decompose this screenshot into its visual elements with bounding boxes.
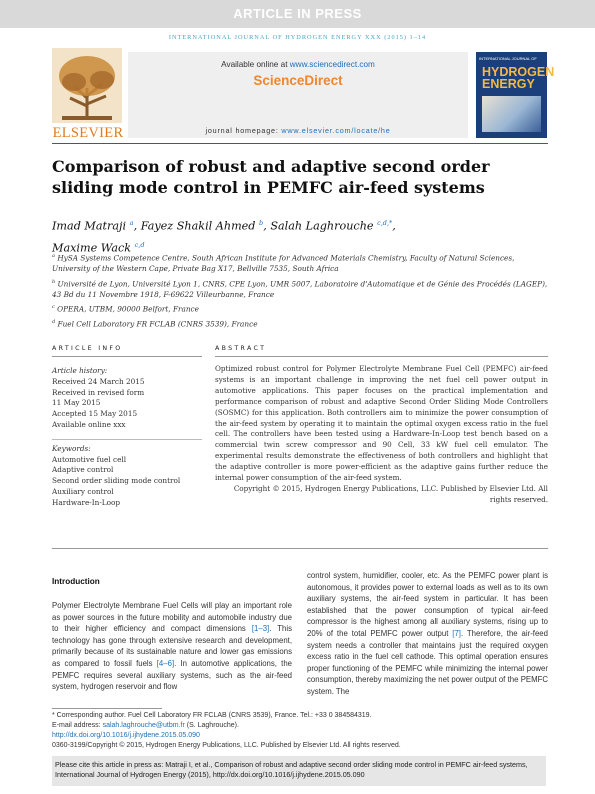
journal-running-header: INTERNATIONAL JOURNAL OF HYDROGEN ENERGY XXX (2015) 1–14 (168, 34, 427, 41)
article-info-heading: ARTICLE INFO (52, 345, 123, 352)
cover-artwork (482, 96, 541, 132)
citation-link[interactable]: [7] (452, 628, 461, 638)
keyword-item: Second order sliding mode control (52, 476, 181, 486)
available-online-line (128, 60, 468, 69)
article-title (52, 156, 552, 198)
author-affiliation-mark[interactable]: b (259, 219, 264, 227)
author-name[interactable]: Maxime Wack (52, 241, 132, 255)
affiliation-item: $^c$ OPERA, UTBM, 90000 Belfort, France (52, 304, 199, 314)
author-affiliation-mark[interactable]: c,d,* (377, 219, 393, 227)
author-name[interactable]: Imad Matraji (52, 219, 127, 233)
header-rule (52, 143, 548, 144)
article-info-rule (52, 356, 202, 357)
available-prefix: Available online at (221, 60, 290, 69)
affiliations (52, 251, 552, 331)
affiliation-item: $^a$ HySA Systems Competence Centre, South African Institute for Advanced Materials Chemistry, Faculty of Natural Sciences, University of the Western Cape, Private Bag X17, Bellville 7535, South Africa (52, 253, 515, 274)
abstract-heading: ABSTRACT (215, 345, 267, 352)
article-title-line1: Comparison of robust and adaptive second order (52, 157, 490, 176)
author-affiliation-mark[interactable]: a (129, 219, 134, 227)
introduction-heading: Introduction (52, 577, 100, 586)
abstract-copyright: Copyright © 2015, Hydrogen Energy Publications, LLC. Published by Elsevier Ltd. All rights reserved. (233, 483, 548, 504)
issn-copyright: 0360-3199/Copyright © 2015, Hydrogen Energy Publications, LLC. Published by Elsevier Ltd. All rights reserved. (52, 742, 401, 749)
citation-notice: Please cite this article in press as: Matraji I, et al., Comparison of robust and adaptive second order sliding mode control in PEMFC air-feed systems, International Journal of Hydrogen Energy (2015), http://dx.doi.org/10.1016/j.ijhydene.2015.05.090 (52, 756, 546, 786)
article-info (52, 366, 202, 509)
citation-link[interactable]: [1–3] (251, 624, 270, 634)
journal-homepage-line (128, 126, 468, 135)
keyword-item: Adaptive control (52, 465, 114, 475)
footnotes (52, 711, 552, 751)
doi-link[interactable]: http://dx.doi.org/10.1016/j.ijhydene.2015.05.090 (52, 732, 200, 739)
author-name[interactable]: Fayez Shakil Ahmed (140, 219, 256, 233)
intro-left-column: Polymer Electrolyte Membrane Fuel Cells will play an important role as power sources in the future mobility and automobile industry due to their higher efficiency and compact dimensions [1–3]. This technology has gone through extensive research and development, primarily because of its sustainable nature and lower gas emissions as compared to fossil fuels [4–6]. In automotive applications, the PEMFC requires several auxiliary systems, such as the air-feed system, hydrogen reservoir and flow (52, 601, 293, 692)
email-link[interactable]: salah.laghrouche@utbm.fr (102, 722, 185, 729)
history-item: Received 24 March 2015 (52, 376, 145, 386)
author-list: Imad Matraji $^a$, Fayez Shakil Ahmed $^b$, Salah Laghrouche $^{c,d,*}$, Maxime Wack $^{c,d}$ (52, 219, 396, 255)
abstract-body (215, 364, 548, 506)
abstract-text: Optimized robust control for Polymer Electrolyte Membrane Fuel Cell (PEMFC) air-feed systems is an important challenge in improving the net fuel cell power output in automotive applications. This paper focuses on the practical implementation and performance comparison of robust and adaptive Second Order Sliding Mode Controllers (SOSMC) for this application. Both controllers aim to minimize the power consumption of the air-feed system by operating it to maintain the optimal oxygen excess ratio in the fuel cell. The controllers have been tested using a Hardware-In-Loop test bench based on a commercial twin screw compressor and 90 Cell, 33 kW fuel cell emulator. The experimental results demonstrate the effectiveness of both controllers and highlight that the adaptive controller is more power-efficient as the adaptive gains further reduce the internal power consumption of the air-feed system. (215, 364, 548, 483)
info-divider (52, 431, 202, 440)
cover-title-line2: ENERGY (482, 77, 535, 91)
history-label: Article history: (52, 366, 108, 375)
abstract-bottom-rule (52, 548, 548, 549)
history-item: Available online xxx (52, 419, 126, 429)
keywords-label: Keywords: (52, 443, 91, 453)
article-title-line2: sliding mode control in PEMFC air-feed systems (52, 178, 485, 197)
footnote-rule (52, 708, 162, 709)
history-item: Received in revised form (52, 387, 145, 397)
keyword-item: Hardware-In-Loop (52, 497, 121, 507)
abstract-rule (215, 356, 548, 357)
intro-right-column: control system, humidifier, cooler, etc. As the PEMFC power plant is autonomous, it provides power to external loads as well as to its own auxiliary systems, the air-feed system in particular. It has been established that the power consumption of typical air-feed compressor is the highest among all auxiliary systems, rising up to 20% of the total PEMFC power output [7]. Therefore, the air-feed system needs a controller that maintains just the required oxygen excess ratio in the fuel cell cathode. This optimal operation ensures proper functioning of the PEMFC while minimizing the internal power consumption, thereby maximizing the net power output of the PEMFC system. The (307, 571, 548, 696)
homepage-prefix: journal homepage: (205, 126, 282, 135)
citation-link[interactable]: [4–6] (156, 658, 175, 668)
sciencedirect-link[interactable]: www.sciencedirect.com (289, 60, 375, 69)
history-item: 11 May 2015 (52, 398, 101, 408)
journal-cover-image (476, 52, 555, 138)
journal-homepage-link[interactable]: www.elsevier.com/locate/he (281, 126, 391, 135)
publisher-name: ELSEVIER (52, 125, 124, 141)
keyword-item: Automotive fuel cell (52, 454, 127, 464)
corresponding-author-note: * Corresponding author. Fuel Cell Laboratory FR FCLAB (CNRS 3539), France. Tel.: +33 0 384584319. (52, 712, 372, 719)
affiliation-item: $^b$ Université de Lyon, Université Lyon 1, CNRS, CPE Lyon, UMR 5007, Laboratoire d'Automatique et de Génie des Procédés (LAGEP), 43 Bd du 11 Novembre 1918, F-69622 Villeurbanne, France (52, 278, 548, 299)
author-name[interactable]: Salah Laghrouche (270, 219, 374, 233)
sciencedirect-logo-text: ScienceDirect (253, 73, 343, 88)
keyword-item: Auxiliary control (52, 486, 114, 496)
history-item: Accepted 15 May 2015 (52, 409, 138, 419)
cover-title-line1: HYDROGEN (482, 65, 555, 79)
cover-title (482, 65, 555, 91)
email-note: E-mail address: salah.laghrouche@utbm.fr (S. Laghrouche). (52, 722, 239, 729)
banner-title: ARTICLE IN PRESS (233, 6, 362, 21)
author-affiliation-mark[interactable]: c,d (134, 240, 145, 249)
affiliation-item: $^d$ Fuel Cell Laboratory FR FCLAB (CNRS 3539), France (52, 318, 258, 329)
cover-top-text: INTERNATIONAL JOURNAL OF (479, 56, 537, 61)
